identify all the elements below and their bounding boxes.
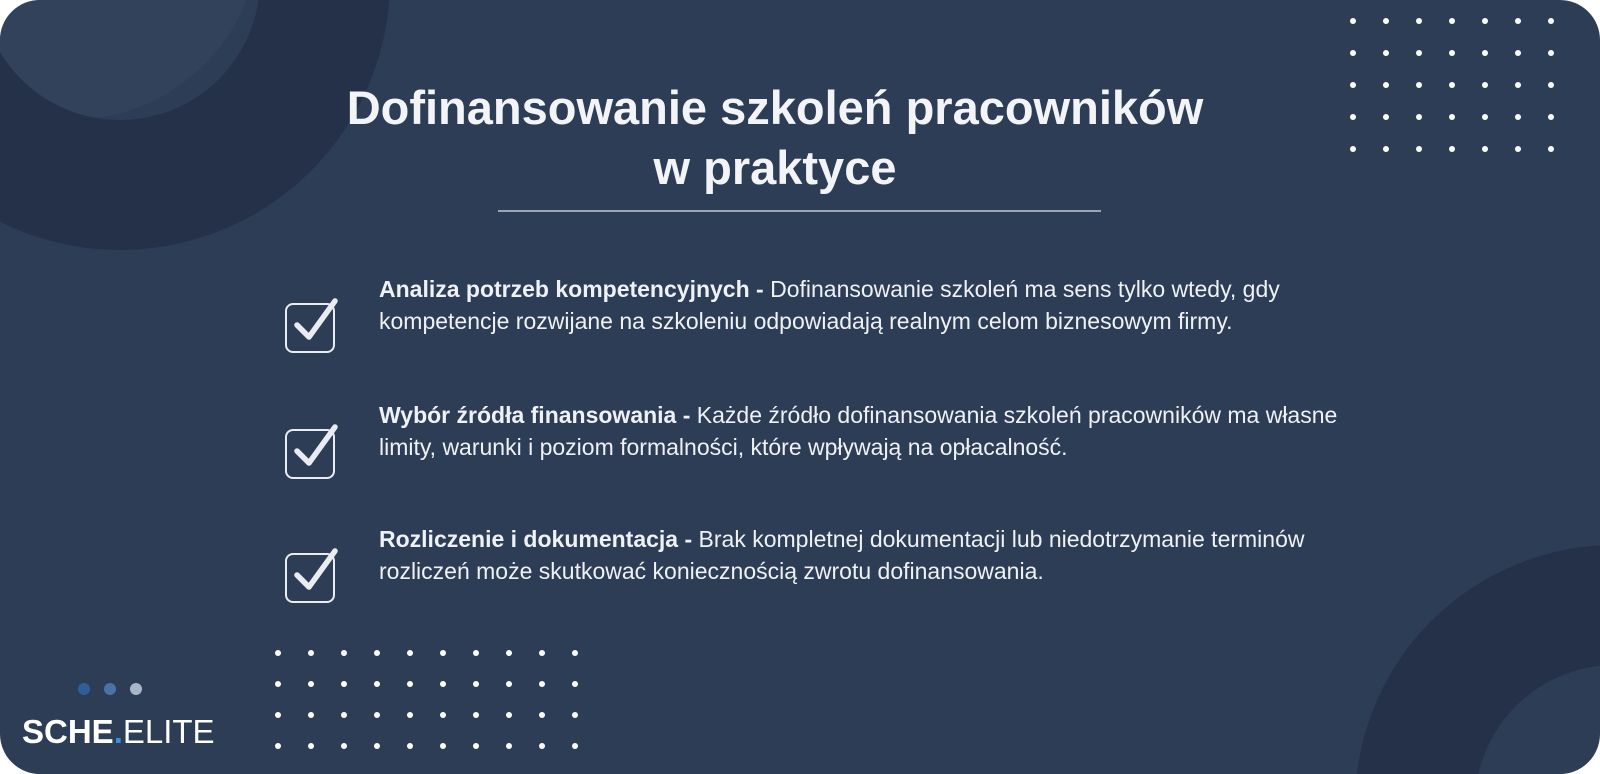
item-heading: Wybór źródła finansowania - (379, 402, 691, 428)
decorative-dot (1416, 114, 1422, 120)
decorative-dot (572, 743, 578, 749)
decorative-dot (1383, 18, 1389, 24)
decorative-dot (1548, 18, 1554, 24)
decorative-dot (308, 681, 314, 687)
decorative-dot (506, 712, 512, 718)
decorative-dot (374, 712, 380, 718)
decorative-dot (341, 650, 347, 656)
decorative-dot (1449, 50, 1455, 56)
decorative-dot (539, 681, 545, 687)
decorative-dot (1383, 50, 1389, 56)
decorative-dot (1383, 82, 1389, 88)
decorative-dot (506, 743, 512, 749)
item-description (379, 523, 1369, 587)
title-line-1: Dofinansowanie szkoleń pracowników (346, 81, 1204, 134)
decorative-dot (539, 743, 545, 749)
decorative-dot (1350, 18, 1356, 24)
decorative-dot (275, 743, 281, 749)
logo-text-elite: ELITE (122, 713, 215, 750)
decorative-dot (1449, 82, 1455, 88)
decorative-dot (473, 743, 479, 749)
decorative-arc-bottom-right (1355, 545, 1600, 774)
decorative-dot (440, 681, 446, 687)
decorative-dot (1416, 18, 1422, 24)
decorative-dot (539, 650, 545, 656)
decorative-dot (1350, 50, 1356, 56)
decorative-dot (1383, 146, 1389, 152)
decorative-dot (1449, 146, 1455, 152)
decorative-dot (1548, 82, 1554, 88)
page-title (250, 78, 1300, 198)
decorative-dot (440, 650, 446, 656)
decorative-dot (1515, 50, 1521, 56)
logo-dot (130, 683, 142, 695)
checkbox-checked-icon (285, 429, 335, 479)
decorative-dot (407, 681, 413, 687)
decorative-dot (1350, 146, 1356, 152)
decorative-dot (1350, 114, 1356, 120)
decorative-dot (1449, 18, 1455, 24)
decorative-dot (1416, 146, 1422, 152)
decorative-dot (1482, 50, 1488, 56)
item-heading: Rozliczenie i dokumentacja - (379, 526, 693, 552)
decorative-dot (1548, 114, 1554, 120)
item-body: Dofinansowanie szkoleń ma sens tylko wtedy, gdy kompetencje rozwijane na szkoleniu odpowiadają realnym celom biznesowym firmy. (379, 276, 1280, 334)
logo-dot (78, 683, 90, 695)
decorative-dot (308, 650, 314, 656)
decorative-dot (1548, 146, 1554, 152)
logo-text-dot: . (113, 713, 123, 750)
decorative-dot (1482, 114, 1488, 120)
decorative-dot (1482, 82, 1488, 88)
decorative-dot (308, 712, 314, 718)
decorative-dot (1449, 114, 1455, 120)
item-description (379, 399, 1369, 463)
decorative-dot (275, 712, 281, 718)
item-heading: Analiza potrzeb kompetencyjnych - (379, 276, 764, 302)
decorative-dot (374, 743, 380, 749)
decorative-dot (407, 712, 413, 718)
logo-dot (104, 683, 116, 695)
logo-dots-icon (78, 683, 142, 695)
decorative-dot (473, 650, 479, 656)
decorative-dot (1482, 146, 1488, 152)
decorative-dot (341, 712, 347, 718)
decorative-dot (1416, 82, 1422, 88)
decorative-dot (275, 681, 281, 687)
decorative-dot (374, 681, 380, 687)
checkbox-checked-icon (285, 553, 335, 603)
brand-logo (22, 712, 215, 752)
decorative-dot (341, 743, 347, 749)
item-body: Każde źródło dofinansowania szkoleń pracowników ma własne limity, warunki i poziom formalności, które wpływają na opłacalność. (379, 402, 1338, 460)
decorative-dot (572, 712, 578, 718)
decorative-dot (1482, 18, 1488, 24)
item-description (379, 273, 1369, 337)
decorative-dot (440, 712, 446, 718)
decorative-dot (1548, 50, 1554, 56)
decorative-dot (1350, 82, 1356, 88)
decorative-dot (572, 650, 578, 656)
decorative-dot (506, 681, 512, 687)
dot-grid-bottom-left (275, 650, 578, 749)
decorative-dot (473, 681, 479, 687)
decorative-dot (440, 743, 446, 749)
decorative-dot (407, 743, 413, 749)
decorative-dot (1515, 82, 1521, 88)
decorative-dot (407, 650, 413, 656)
title-divider (498, 210, 1101, 212)
decorative-dot (473, 712, 479, 718)
decorative-dot (1416, 50, 1422, 56)
dot-grid-top-right (1350, 18, 1554, 152)
logo-text-sche: SCHE (22, 713, 114, 750)
decorative-dot (506, 650, 512, 656)
decorative-dot (341, 681, 347, 687)
decorative-dot (1515, 18, 1521, 24)
decorative-dot (1515, 114, 1521, 120)
checkbox-checked-icon (285, 303, 335, 353)
decorative-dot (572, 681, 578, 687)
decorative-dot (275, 650, 281, 656)
decorative-dot (539, 712, 545, 718)
decorative-dot (308, 743, 314, 749)
title-line-2: w praktyce (653, 141, 897, 194)
item-body: Brak kompletnej dokumentacji lub niedotrzymanie terminów rozliczeń może skutkować koniecznością zwrotu dofinansowania. (379, 526, 1305, 584)
decorative-dot (1515, 146, 1521, 152)
decorative-dot (1383, 114, 1389, 120)
decorative-dot (374, 650, 380, 656)
